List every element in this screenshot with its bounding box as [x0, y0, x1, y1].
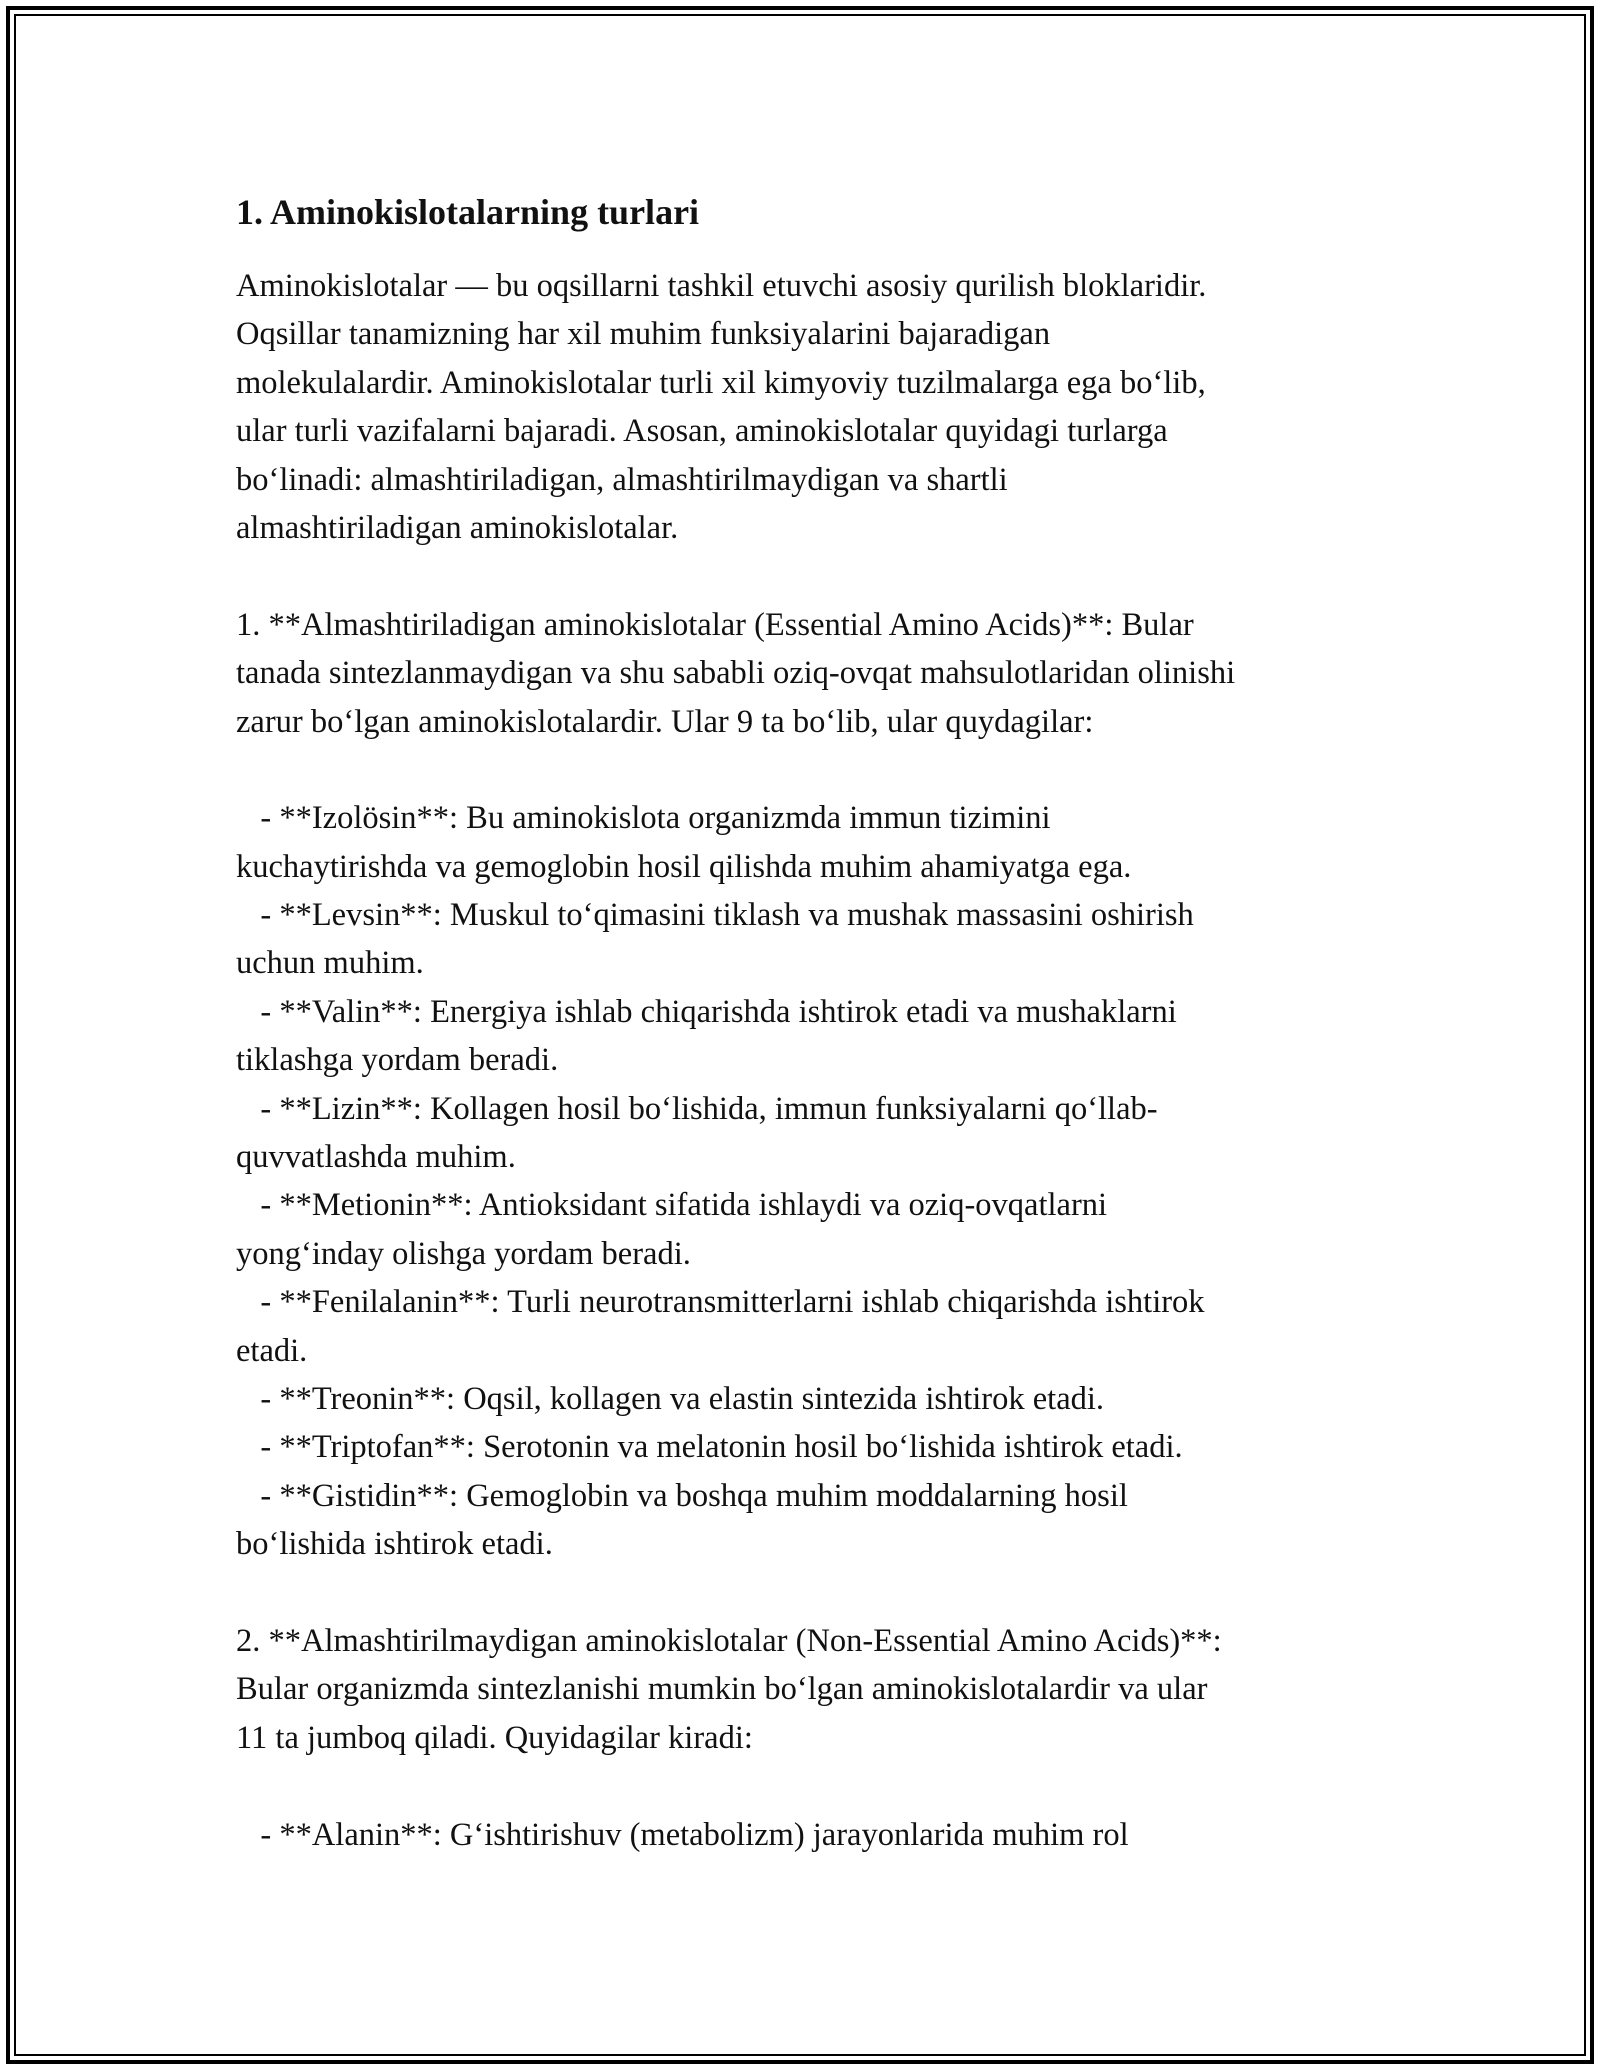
list-item: - **Metionin**: Antioksidant sifatida ishlaydi va oziq-ovqatlarni — [236, 1187, 1108, 1224]
list-item: - **Treonin**: Oqsil, kollagen va elastin sintezida ishtirok etadi. — [236, 1380, 1105, 1417]
text-line: molekulalardir. Aminokislotalar turli xil kimyoviy tuzilmalarga ega bo‘lib, — [236, 364, 1206, 401]
list-item-continuation: kuchaytirishda va gemoglobin hosil qilishda muhim ahamiyatga ega. — [236, 848, 1132, 885]
list-item-continuation: uchun muhim. — [236, 945, 424, 982]
list-item: - **Triptofan**: Serotonin va melatonin hosil bo‘lishida ishtirok etadi. — [236, 1429, 1183, 1466]
page-title: 1. Aminokislotalarning turlari — [236, 192, 700, 232]
essential-amino-acid-list — [236, 794, 1386, 1568]
text-line: Bular organizmda sintezlanishi mumkin bo‘lgan aminokislotalardir va ular — [236, 1671, 1208, 1708]
list-item-continuation: etadi. — [236, 1332, 308, 1369]
text-line: Aminokislotalar — bu oqsillarni tashkil etuvchi asosiy qurilish bloklaridir. — [236, 268, 1207, 304]
text-line: zarur bo‘lgan aminokislotalardir. Ular 9 ta bo‘lib, ular quydagilar: — [236, 703, 1094, 740]
list-item: - **Levsin**: Muskul to‘qimasini tiklash va mushak massasini oshirish — [236, 897, 1194, 934]
text-line: almashtiriladigan aminokislotalar. — [236, 509, 679, 546]
list-item: - **Izolösin**: Bu aminokislota organizmda immun tizimini — [236, 800, 1051, 837]
text-line: 11 ta jumboq qiladi. Quyidagilar kiradi: — [236, 1719, 753, 1756]
paragraph-spacer — [236, 1569, 1386, 1617]
list-item: - **Gistidin**: Gemoglobin va boshqa muhim moddalarning hosil — [236, 1477, 1128, 1514]
paragraph-spacer — [236, 1762, 1386, 1810]
section-nonessential-heading — [236, 1617, 1386, 1762]
section-essential-heading — [236, 601, 1386, 746]
list-item: - **Alanin**: G‘ishtirishuv (metabolizm) jarayonlarida muhim rol — [236, 1816, 1129, 1853]
list-item-continuation: bo‘lishida ishtirok etadi. — [236, 1526, 553, 1563]
text-line: tanada sintezlanmaydigan va shu sababli oziq-ovqat mahsulotlaridan olinishi — [236, 655, 1236, 692]
nonessential-amino-acid-list — [236, 1811, 1386, 1859]
text-line: bo‘linadi: almashtiriladigan, almashtirilmaydigan va shartli — [236, 461, 1008, 498]
document-body — [236, 188, 1386, 1859]
list-item-continuation: yong‘inday olishga yordam beradi. — [236, 1235, 691, 1272]
list-item: - **Lizin**: Kollagen hosil bo‘lishida, immun funksiyalarni qo‘llab- — [236, 1090, 1158, 1127]
list-item-continuation: quvvatlashda muhim. — [236, 1139, 516, 1176]
intro-paragraph — [236, 262, 1386, 552]
text-line: 1. **Almashtiriladigan aminokislotalar (Essential Amino Acids)**: Bular — [236, 606, 1194, 643]
text-line: 2. **Almashtirilmaydigan aminokislotalar (Non-Essential Amino Acids)**: — [236, 1622, 1222, 1659]
list-item-continuation: tiklashga yordam beradi. — [236, 1042, 559, 1079]
text-line: ular turli vazifalarni bajaradi. Asosan, aminokislotalar quyidagi turlarga — [236, 413, 1168, 450]
list-item: - **Fenilalanin**: Turli neurotransmitterlarni ishlab chiqarishda ishtirok — [236, 1284, 1205, 1321]
paragraph-spacer — [236, 552, 1386, 600]
list-item: - **Valin**: Energiya ishlab chiqarishda ishtirok etadi va mushaklarni — [236, 993, 1177, 1030]
paragraph-spacer — [236, 746, 1386, 794]
text-line: Oqsillar tanamizning har xil muhim funksiyalarini bajaradigan — [236, 316, 1051, 353]
